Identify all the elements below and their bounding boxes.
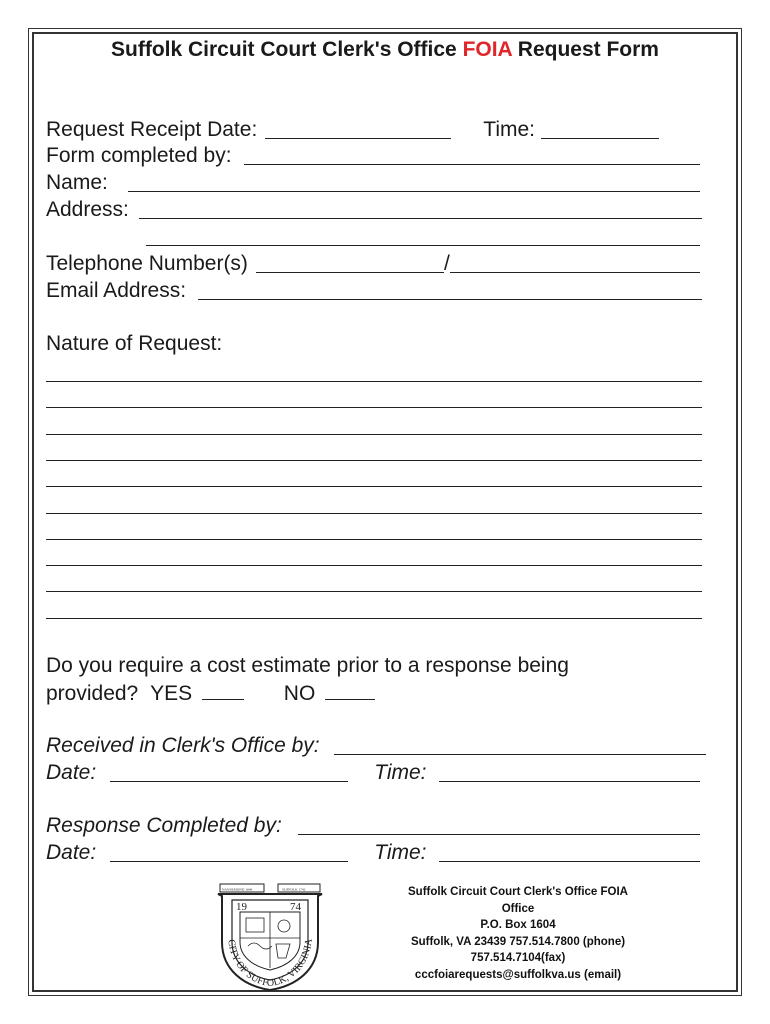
seal-top-right-text: SUFFOLK 1742 — [282, 887, 306, 892]
office-date-time-row-2 — [46, 841, 706, 865]
seal-year-right: 74 — [290, 901, 301, 913]
city-seal-logo — [214, 882, 326, 992]
completed-by-row — [46, 144, 706, 168]
address-row-2 — [46, 225, 706, 249]
office-date-time-row-1 — [46, 761, 706, 785]
address-row — [46, 198, 706, 222]
form-title — [0, 38, 770, 62]
telephone-separator: / — [443, 252, 450, 275]
office-time-field-2[interactable] — [439, 842, 700, 862]
office-date-label-1: Date: — [46, 761, 97, 784]
telephone-field-2[interactable] — [450, 253, 700, 273]
cost-estimate-question — [46, 652, 706, 708]
cost-question-line1: Do you require a cost estimate prior to a response being — [46, 654, 569, 677]
nature-of-request-line[interactable] — [46, 381, 702, 382]
title-suffix: Request Form — [511, 38, 659, 61]
telephone-label: Telephone Number(s) — [46, 252, 248, 275]
contact-po-box: P.O. Box 1604 — [480, 919, 556, 931]
nature-of-request-line[interactable] — [46, 434, 702, 435]
nature-of-request-line[interactable] — [46, 513, 702, 514]
contact-email: cccfoiarequests@suffolkva.us (email) — [414, 968, 622, 981]
title-prefix: Suffolk Circuit Court Clerk's Office — [111, 38, 463, 61]
contact-line-office: Suffolk Circuit Court Clerk's Office FOIA — [408, 886, 628, 898]
response-by-label: Response Completed by: — [46, 814, 282, 837]
nature-of-request-line[interactable] — [46, 539, 702, 540]
response-by-row — [46, 814, 706, 838]
received-by-field[interactable] — [334, 735, 706, 755]
received-by-row — [46, 734, 706, 758]
office-date-field-2[interactable] — [110, 842, 348, 862]
time-field[interactable] — [541, 119, 659, 139]
office-date-label-2: Date: — [46, 841, 97, 864]
office-date-field-1[interactable] — [110, 762, 348, 782]
contact-block — [398, 884, 638, 983]
telephone-field-1[interactable] — [256, 253, 444, 273]
address-label: Address: — [46, 198, 129, 221]
contact-fax: 757.514.7104(fax) — [470, 952, 566, 964]
seal-top-left-text: NANSEMOND 1646 — [222, 887, 253, 892]
address-field-2[interactable] — [146, 226, 700, 246]
time-label: Time: — [483, 118, 536, 141]
email-label: Email Address: — [46, 279, 187, 302]
telephone-row — [46, 252, 706, 276]
nature-of-request-line[interactable] — [46, 486, 702, 487]
email-row — [46, 279, 706, 303]
office-time-label-1: Time: — [374, 761, 427, 784]
nature-of-request-line[interactable] — [46, 618, 702, 619]
receipt-date-label: Request Receipt Date: — [46, 118, 258, 141]
received-by-label: Received in Clerk's Office by: — [46, 734, 320, 757]
no-field[interactable] — [325, 681, 375, 700]
title-accent: FOIA — [462, 38, 512, 61]
receipt-row — [46, 118, 706, 142]
yes-label: YES — [150, 682, 193, 705]
address-field-1[interactable] — [139, 199, 702, 219]
no-label: NO — [283, 682, 316, 705]
contact-address-phone: Suffolk, VA 23439 757.514.7800 (phone) — [410, 935, 626, 948]
nature-of-request-line[interactable] — [46, 591, 702, 592]
office-time-field-1[interactable] — [439, 762, 700, 782]
cost-question-line2: provided? — [46, 682, 139, 705]
response-by-field[interactable] — [298, 815, 700, 835]
receipt-date-field[interactable] — [265, 119, 451, 139]
email-field[interactable] — [198, 280, 702, 300]
completed-by-field[interactable] — [244, 145, 700, 165]
nature-of-request-line[interactable] — [46, 565, 702, 566]
cost-question-line2-row — [46, 680, 706, 708]
seal-city-name: CITY OF SUFFOLK, VIRGINIA — [225, 938, 315, 990]
yes-field[interactable] — [202, 681, 244, 700]
name-row — [46, 171, 706, 195]
completed-by-label: Form completed by: — [46, 144, 232, 167]
office-time-label-2: Time: — [374, 841, 427, 864]
nature-of-request-label: Nature of Request: — [46, 332, 223, 355]
seal-year-left: 19 — [236, 901, 247, 913]
contact-line-office-2: Office — [501, 902, 535, 915]
name-label: Name: — [46, 171, 108, 194]
name-field[interactable] — [128, 172, 700, 192]
nature-of-request-line[interactable] — [46, 407, 702, 408]
nature-label-row — [46, 332, 706, 356]
nature-of-request-line[interactable] — [46, 460, 702, 461]
